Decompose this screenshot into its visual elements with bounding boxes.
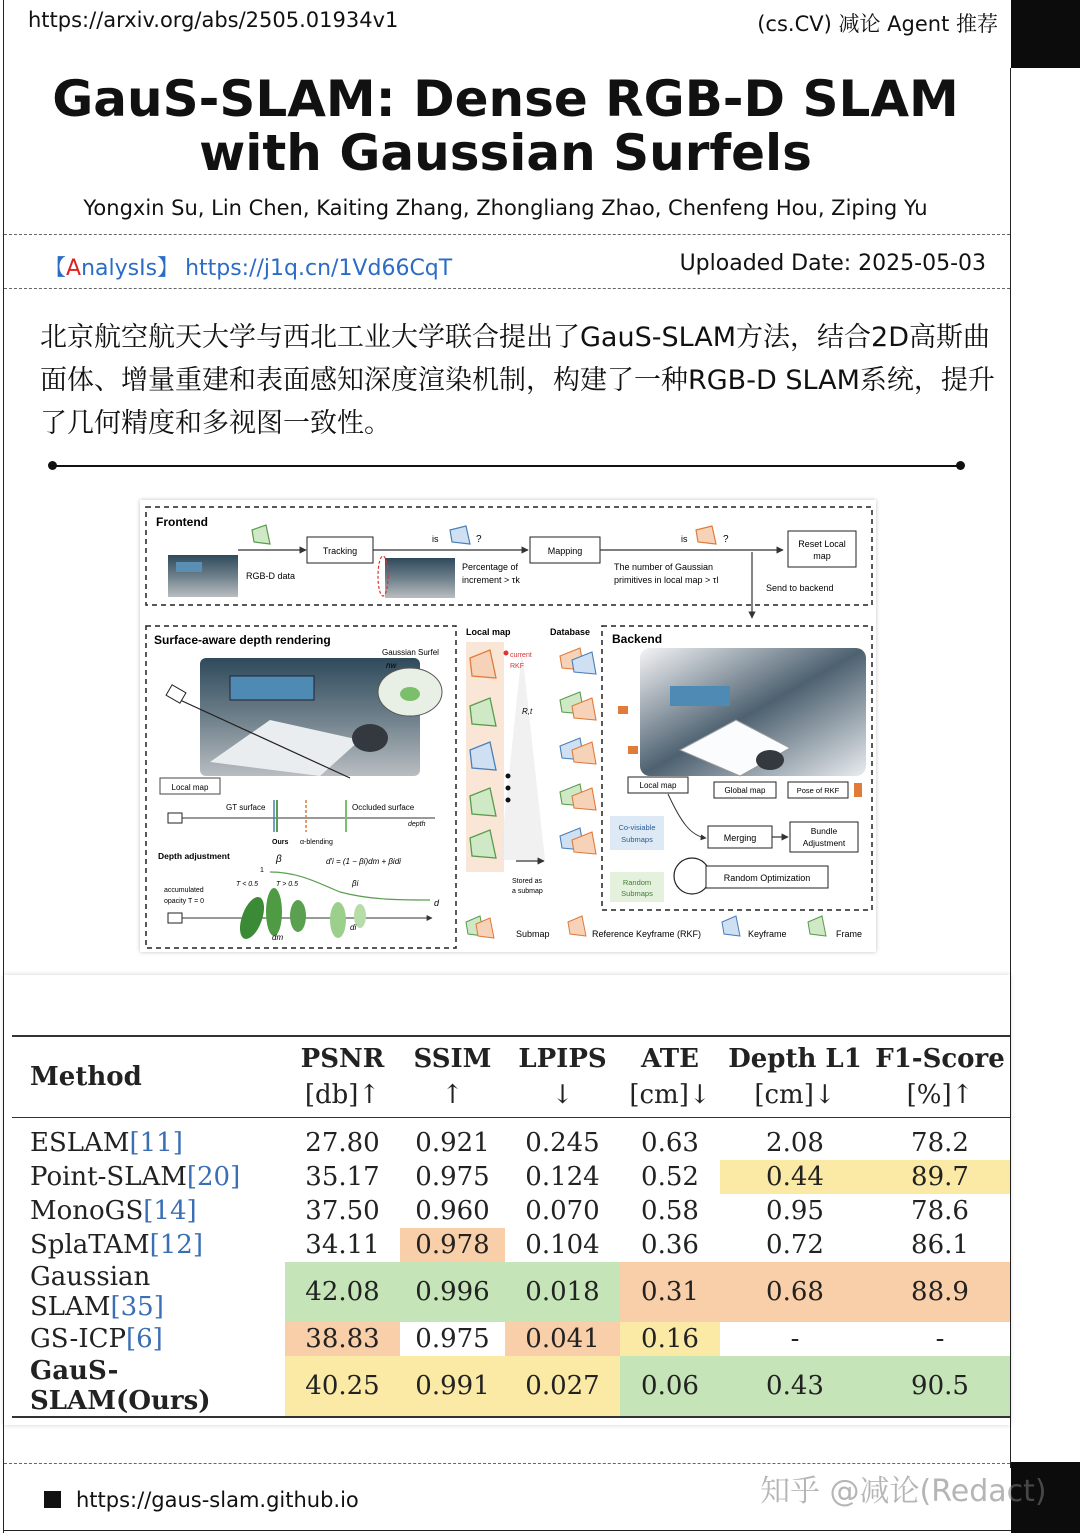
depth-cell: 0.72 xyxy=(766,1230,824,1260)
method-cell: ESLAM[11] xyxy=(30,1128,183,1158)
psnr-cell: 38.83 xyxy=(285,1322,400,1356)
beta-label: β xyxy=(276,854,282,865)
camera-icon xyxy=(166,685,186,703)
title-line-2: with Gaussian Surfels xyxy=(199,124,812,182)
depth-cell: 0.43 xyxy=(720,1356,870,1417)
col-f1: F1-Score [%]↑ xyxy=(875,1044,1005,1110)
f1-cell: 78.6 xyxy=(911,1196,969,1226)
col-method: Method xyxy=(30,1062,142,1092)
ssim-cell: 0.960 xyxy=(415,1196,490,1226)
title-line-1: GauS-SLAM: Dense RGB-D SLAM xyxy=(52,70,959,128)
ate-cell: 0.52 xyxy=(641,1162,699,1192)
divider-bottom xyxy=(4,1463,1010,1464)
method-cell: MonoGS[14] xyxy=(30,1196,197,1226)
question-mark-2: ? xyxy=(723,534,729,545)
lpips-cell: 0.245 xyxy=(525,1128,600,1158)
frontend-box xyxy=(146,507,872,605)
ate-cell: 0.58 xyxy=(641,1196,699,1226)
depth-axis-label: depth xyxy=(408,821,426,828)
arxiv-url[interactable]: https://arxiv.org/abs/2505.01934v1 xyxy=(28,8,399,32)
col-psnr: PSNR [db]↑ xyxy=(300,1044,385,1110)
col-ssim: SSIM ↑ xyxy=(413,1044,492,1110)
one-label: 1 xyxy=(260,867,264,874)
col-lpips: LPIPS ↓ xyxy=(518,1044,607,1110)
method-cell: Gaussian SLAM[35] xyxy=(30,1262,164,1322)
summary-text: 北京航空航天大学与西北工业大学联合提出了GauS-SLAM方法，结合2D高斯曲面体、增量重建和表面感知深度渲染机制，构建了一种RGB-D SLAM系统，提升了几何精度和多视图一致性。 xyxy=(40,322,995,439)
paper-title xyxy=(0,72,1011,180)
bracket-open: 【 xyxy=(44,256,67,281)
separator-dot-right xyxy=(956,461,965,470)
f1-cell: 86.1 xyxy=(911,1230,969,1260)
col-depth-l1: Depth L1 [cm]↓ xyxy=(728,1044,862,1110)
legend-frame: Frame xyxy=(836,929,863,939)
send-backend-label: Send to backend xyxy=(766,583,834,593)
corner-block-top xyxy=(1011,0,1080,68)
t-greater-label: T > 0.5 xyxy=(276,881,298,888)
ssim-cell: 0.921 xyxy=(415,1128,490,1158)
project-url[interactable]: https://gaus-slam.github.io xyxy=(76,1488,359,1512)
page-border-bottom xyxy=(3,1530,1011,1531)
ssim-cell: 0.991 xyxy=(400,1356,505,1417)
depth-cell: 0.95 xyxy=(766,1196,824,1226)
legend-keyframe: Keyframe xyxy=(748,929,787,939)
surface-rendering-title: Surface-aware depth rendering xyxy=(154,633,331,647)
frontend-label: Frontend xyxy=(156,515,208,529)
is-label-1: is xyxy=(432,534,439,544)
room-screen xyxy=(230,676,314,700)
results-table-card xyxy=(4,975,1010,1425)
global-map-label: Global map xyxy=(724,786,766,795)
di-label: di xyxy=(350,923,357,932)
local-map-title: Local map xyxy=(466,627,511,637)
pose-rkf-label: Pose of RKF xyxy=(796,786,840,795)
ate-cell: 0.31 xyxy=(620,1262,720,1322)
depth-adjust-title: Depth adjustment xyxy=(158,851,230,861)
percentage-label: Percentage of xyxy=(462,562,519,572)
method-figure xyxy=(140,500,876,952)
f1-cell: 89.7 xyxy=(870,1160,1010,1194)
category-tag: (cs.CV) 减论 Agent 推荐 xyxy=(757,12,998,36)
ours-label: Ours xyxy=(272,839,289,846)
analysis-link[interactable]: https://j1q.cn/1Vd66CqT xyxy=(185,256,453,281)
bundle-label-1: Bundle xyxy=(810,826,838,836)
analysis-label-rest: nalysIs xyxy=(81,256,158,281)
reset-map-box xyxy=(788,531,856,567)
gaussian-surfel-label: Gaussian Surfel xyxy=(382,648,439,657)
divider-analysis xyxy=(4,288,1010,289)
method-cell: Point-SLAM[20] xyxy=(30,1162,241,1192)
method-cell: GauS-SLAM(Ours) xyxy=(30,1356,211,1416)
uploaded-date: Uploaded Date: 2025-05-03 xyxy=(679,251,986,276)
depth-cell: 0.44 xyxy=(720,1160,870,1194)
psnr-cell: 27.80 xyxy=(305,1128,380,1158)
legend-submap: Submap xyxy=(516,929,550,939)
reset-label-1: Reset Local xyxy=(798,539,846,549)
t-less-label: T < 0.5 xyxy=(236,881,258,888)
local-map-tag: Local map xyxy=(171,783,209,792)
lpips-cell: 0.070 xyxy=(525,1196,600,1226)
rgbd-label: RGB-D data xyxy=(246,571,296,581)
depth-cell: - xyxy=(790,1324,800,1354)
backend-local-map: Local map xyxy=(639,781,677,790)
depth-cell: 0.68 xyxy=(720,1262,870,1322)
page-border-right xyxy=(1010,68,1011,1468)
tracking-label: Tracking xyxy=(322,546,358,556)
current-label: current xyxy=(510,652,532,659)
lpips-cell: 0.104 xyxy=(525,1230,600,1260)
ssim-cell: 0.978 xyxy=(400,1228,505,1262)
accum-label-2: opacity T = 0 xyxy=(164,898,205,905)
separator-dot-left xyxy=(48,461,57,470)
gt-surface-label: GT surface xyxy=(226,803,266,812)
table-row xyxy=(12,1262,1010,1322)
table-header-row xyxy=(12,1036,1010,1118)
alpha-label: α-blending xyxy=(300,839,333,846)
mapping-label: Mapping xyxy=(547,546,583,556)
separator-line xyxy=(52,465,960,467)
d-axis-label: d xyxy=(434,898,440,908)
covisible-box xyxy=(610,816,664,850)
table-row xyxy=(12,1118,1010,1161)
lpips-cell: 0.041 xyxy=(505,1322,620,1356)
covisible-label-1: Co-visiable xyxy=(618,823,656,832)
results-table xyxy=(12,1035,1010,1418)
depth-formula: d'i = (1 − βi)dm + βidi xyxy=(326,857,401,866)
lpips-cell: 0.124 xyxy=(525,1162,600,1192)
dm-label: dm xyxy=(272,933,284,942)
depth-cell: 2.08 xyxy=(766,1128,824,1158)
question-mark-1: ? xyxy=(476,534,482,545)
stored-label-1: Stored as xyxy=(512,878,542,885)
ate-cell: 0.06 xyxy=(620,1356,720,1417)
random-label-2: Submaps xyxy=(621,889,653,898)
rt-label: R,t xyxy=(522,707,533,716)
psnr-cell: 37.50 xyxy=(305,1196,380,1226)
psnr-cell: 40.25 xyxy=(285,1356,400,1417)
author-list: Yongxin Su, Lin Chen, Kaiting Zhang, Zhongliang Zhao, Chenfeng Hou, Ziping Yu xyxy=(83,196,928,220)
legend-rkf: Reference Keyframe (RKF) xyxy=(592,929,702,939)
psnr-cell: 42.08 xyxy=(285,1262,400,1322)
analysis-link-row[interactable] xyxy=(44,251,452,282)
psnr-cell: 34.11 xyxy=(305,1230,380,1260)
normal-label: nw xyxy=(386,661,397,670)
divider-top xyxy=(4,234,1010,235)
zhihu-watermark: 知乎 @减论(Redact) xyxy=(760,1474,1047,1509)
ate-cell: 0.63 xyxy=(641,1128,699,1158)
psnr-cell: 35.17 xyxy=(305,1162,380,1192)
stored-label-2: a submap xyxy=(512,888,543,895)
table-row xyxy=(12,1194,1010,1228)
analysis-label-first: A xyxy=(66,256,82,281)
backend-title: Backend xyxy=(612,632,663,646)
rgbd-thumbnail xyxy=(168,555,238,597)
bracket-close: 】 xyxy=(157,256,180,281)
gaussian-count-label: The number of Gaussian xyxy=(614,562,714,572)
table-row xyxy=(12,1228,1010,1262)
ate-cell: 0.36 xyxy=(641,1230,699,1260)
bullet-square-icon xyxy=(44,1491,61,1508)
is-label-2: is xyxy=(681,534,688,544)
increment-label: increment > τk xyxy=(462,575,520,585)
lpips-cell: 0.027 xyxy=(505,1356,620,1417)
f1-cell: 78.2 xyxy=(911,1128,969,1158)
reset-label-2: map xyxy=(813,551,831,561)
table-row xyxy=(12,1356,1010,1417)
betai-label: βi xyxy=(352,879,359,888)
f1-cell: - xyxy=(935,1324,945,1354)
f1-cell: 90.5 xyxy=(870,1356,1010,1417)
merging-label: Merging xyxy=(723,833,757,843)
col-ate: ATE [cm]↓ xyxy=(629,1044,711,1110)
table-row xyxy=(12,1160,1010,1194)
rkf-label: RKF xyxy=(510,663,524,670)
random-label-1: Random xyxy=(622,878,652,887)
method-cell: GS-ICP[6] xyxy=(30,1324,163,1354)
frame-icon-1 xyxy=(252,525,270,544)
database-title: Database xyxy=(550,627,591,637)
random-opt-label: Random Optimization xyxy=(723,873,811,883)
ate-cell: 0.16 xyxy=(620,1322,720,1356)
accum-label-1: accumulated xyxy=(164,887,204,894)
lpips-cell: 0.018 xyxy=(505,1262,620,1322)
ssim-cell: 0.996 xyxy=(400,1262,505,1322)
bundle-label-2: Adjustment xyxy=(802,838,846,848)
covisible-label-2: Submaps xyxy=(621,835,653,844)
ssim-cell: 0.975 xyxy=(415,1324,490,1354)
primitives-label: primitives in local map > τl xyxy=(614,575,719,585)
figure-legend xyxy=(466,916,862,939)
method-cell: SplaTAM[12] xyxy=(30,1230,203,1260)
ssim-cell: 0.975 xyxy=(415,1162,490,1192)
f1-cell: 88.9 xyxy=(870,1262,1010,1322)
table-row xyxy=(12,1322,1010,1356)
occluded-label: Occluded surface xyxy=(352,803,415,812)
